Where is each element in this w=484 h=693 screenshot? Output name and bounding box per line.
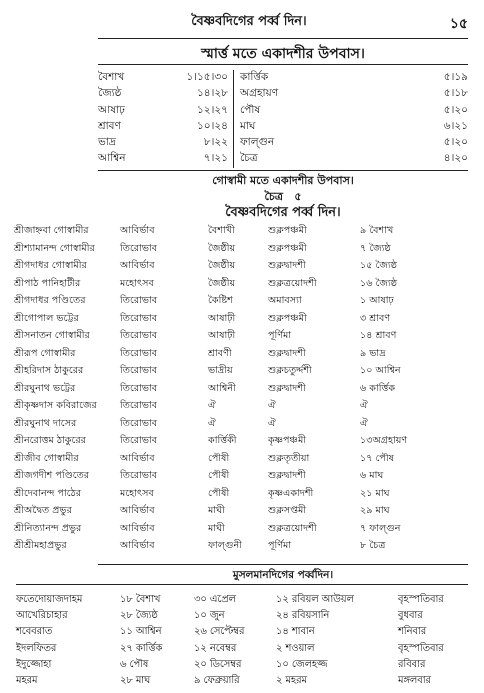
festival-date: ১৩অগ্রহায়ণ	[360, 435, 408, 446]
bengali-date: ২৮ মাঘ	[120, 674, 151, 686]
festival-name: শ্রীজাহ্নবা গোস্বামীর	[14, 225, 89, 236]
festival-tithi: কৃষ্ণপঞ্চমী	[268, 435, 307, 446]
month-left: শ্রাবণ	[98, 119, 121, 132]
festival-date: ১ আষাঢ়	[360, 295, 394, 306]
month-right: ফাল্গুন	[240, 136, 275, 149]
english-date: ৩০ এপ্রেল	[194, 594, 236, 605]
vaishnava-heading: বৈষ্ণবদিগের পর্ব্ব দিন।	[225, 205, 341, 220]
days-right: ৫।২০	[443, 103, 468, 116]
festival-month: আষাঢ়ী	[208, 312, 236, 324]
festival-month: পৌষী	[208, 470, 230, 481]
festival-event: তিরোভাব	[120, 417, 158, 429]
muslim-table	[16, 592, 484, 689]
festival-row	[14, 487, 468, 505]
festival-name: শ্রীপাঠ পানিহাটীর	[14, 277, 81, 289]
festival-tithi: শুক্লসপ্তমী	[268, 505, 307, 516]
days-right: ৫।২০	[443, 136, 468, 149]
festival-name: শ্রীগোপাল ভট্টের	[14, 312, 79, 324]
festival-name: ইদুজ্জোহা	[16, 658, 52, 670]
festival-date: ১৬ জ্যৈষ্ঠ	[360, 277, 398, 289]
festival-row	[14, 277, 468, 295]
festival-date: ৯ বৈশাখ	[360, 225, 394, 236]
muslim-festival-row	[16, 592, 484, 608]
festival-date: ঐ	[360, 417, 368, 429]
days-left: ১৪।২৮	[196, 87, 228, 100]
festival-name: শ্রীশ্রীমহাপ্রভুর	[14, 540, 67, 551]
festival-tithi: শুক্লত্রয়োদশী	[268, 277, 317, 289]
festival-name: শ্রীরূপ গোস্বামীর	[14, 347, 76, 359]
festival-date: ২১ মাঘ	[360, 487, 390, 499]
hijri-date: ২ শওয়াল	[276, 642, 315, 654]
festival-event: মহোৎসব	[120, 487, 154, 499]
festival-tithi: শুক্লদ্বাদশী	[268, 470, 306, 481]
festival-date: ১৫ জ্যৈষ্ঠ	[360, 260, 397, 271]
festival-name: শ্রীনিত্যানন্দ প্রভুর	[14, 522, 82, 534]
festival-month: ফাল্গুনী	[208, 540, 242, 551]
days-right: ৪।২০	[443, 152, 468, 165]
ekadashi-row	[98, 119, 468, 135]
festival-name: ইদলফিতর	[16, 642, 57, 654]
festival-name: শ্রীগদাধর পণ্ডিতের	[14, 295, 86, 306]
festival-date: ১৪ শ্রাবণ	[360, 330, 397, 341]
festival-date: ২৯ মাঘ	[360, 505, 390, 516]
festival-tithi: শুক্লদ্বাদশী	[268, 260, 306, 271]
festival-event: তিরোভাব	[120, 330, 158, 341]
hijri-date: ২ মহরম	[276, 674, 307, 686]
page-number: ১৫	[449, 16, 468, 32]
festival-tithi: পূর্ণিমা	[268, 330, 292, 341]
festival-month: ঐ	[208, 417, 216, 429]
festival-month: মাঘী	[208, 505, 225, 516]
bengali-date: ১৮ বৈশাখ	[120, 594, 161, 605]
festival-row	[14, 329, 468, 347]
festival-row	[14, 434, 468, 452]
festival-name: মহরম	[16, 674, 38, 686]
festival-date: ৬ মাঘ	[360, 470, 384, 481]
festival-row	[14, 452, 468, 470]
festival-month: কার্ত্তিকী	[208, 435, 237, 446]
festival-date: ১৭ পৌষ	[360, 452, 394, 464]
festival-month: ঐ	[208, 400, 216, 411]
month-left: আষাঢ়	[98, 103, 125, 116]
festival-event: আবির্ভাব	[120, 225, 155, 236]
festival-tithi: কৃষ্ণএকাদশী	[268, 487, 314, 499]
festival-tithi: ঐ	[268, 400, 276, 411]
days-left: ১।১৫।৩০	[186, 71, 228, 83]
festival-row	[14, 522, 468, 540]
muslim-festival-row	[16, 608, 484, 624]
festival-row	[14, 469, 468, 487]
month-right: কার্ত্তিক	[240, 71, 269, 83]
festival-tithi: পূর্ণিমা	[268, 540, 292, 551]
month-right: পৌষ	[240, 103, 261, 116]
festival-month: কৈষ্টিশ	[208, 295, 233, 306]
festival-month: জৈষ্ঠীয়	[208, 260, 236, 271]
english-date: ৯ ফেব্রুয়ারি	[194, 674, 240, 686]
festival-date: ঐ	[360, 400, 368, 411]
festival-name: আখেরিচাহার	[16, 610, 68, 622]
festival-date: ১০ আশ্বিন	[360, 365, 401, 376]
festival-name: শ্রীনরোত্তম ঠাকুরের	[14, 435, 86, 446]
festival-month: পৌষী	[208, 487, 230, 499]
bengali-date: ৬ পৌষ	[120, 658, 149, 670]
festival-date: ৭ ফাল্গুন	[360, 522, 401, 534]
festival-event: তিরোভাব	[120, 435, 158, 446]
goswami-ekadashi-line: চৈত্র ৫	[264, 190, 302, 203]
festival-event: আবির্ভাব	[120, 540, 155, 551]
muslim-heading-rule	[16, 584, 468, 585]
days-right: ৬।২১	[443, 119, 468, 132]
weekday: শনিবার	[398, 626, 427, 638]
vaishnava-table	[14, 224, 468, 557]
festival-row	[14, 224, 468, 242]
festival-name: শ্রীগদাধর গোস্বামীর	[14, 260, 87, 271]
hijri-date: ১০ জেলহজ্জ	[276, 658, 328, 670]
festival-name: শ্রীঅদ্বৈত প্রভুর	[14, 505, 72, 516]
bengali-date: ১১ আশ্বিন	[120, 626, 162, 638]
muslim-festival-row	[16, 657, 484, 673]
weekday: মঙ্গলবার	[398, 674, 431, 686]
hijri-date: ১৪ শাবান	[276, 626, 315, 638]
festival-tithi: অমাবস্যা	[268, 295, 302, 306]
festival-event: আবির্ভাব	[120, 260, 155, 271]
weekday: বৃহস্পতিবার	[398, 642, 444, 654]
festival-event: মহোৎসব	[120, 277, 154, 289]
festival-name: শ্রীশ্যামানন্দ গোস্বামীর	[14, 242, 95, 254]
smarta-top-rule	[98, 64, 468, 65]
ekadashi-row	[98, 151, 468, 167]
header-rule	[98, 38, 468, 39]
festival-tithi: শুক্লপঞ্চমী	[268, 242, 307, 254]
festival-row	[14, 539, 468, 557]
english-date: ২৬ সেপ্টেম্বর	[194, 626, 245, 638]
festival-row	[14, 417, 468, 435]
festival-month: আশ্বিনী	[208, 382, 236, 394]
festival-row	[14, 312, 468, 330]
month-left: ভাদ্র	[98, 136, 116, 149]
month-left: বৈশাখ	[98, 71, 125, 83]
days-left: ৮।২২	[203, 136, 228, 149]
festival-event: তিরোভাব	[120, 347, 158, 359]
days-left: ৭।২১	[203, 152, 228, 165]
festival-date: ৩ শ্রাবণ	[360, 312, 391, 324]
days-right: ৫।১৯	[443, 71, 468, 83]
festival-tithi: শুক্লদ্বাদশী	[268, 347, 306, 359]
festival-row	[14, 347, 468, 365]
festival-date: ৮ চৈত্র	[360, 540, 386, 551]
festival-name: শ্রীদেবানন্দ পাঠের	[14, 487, 82, 499]
festival-tithi: শুক্লচতুর্দ্দশী	[268, 365, 312, 376]
festival-event: আবির্ভাব	[120, 452, 155, 464]
smarta-ekadashi-table	[98, 70, 468, 168]
festival-tithi: শুক্লপঞ্চমী	[268, 225, 307, 236]
hijri-date: ১২ রবিয়ল আউয়ল	[276, 594, 354, 605]
festival-name: শবেবরাত	[16, 626, 53, 638]
bengali-date: ২৮ জ্যৈষ্ঠ	[120, 610, 158, 622]
header-title: বৈষ্ণবদিগের পর্ব্ব দিন।	[191, 14, 307, 29]
ekadashi-row	[98, 135, 468, 151]
festival-event: তিরোভাব	[120, 295, 158, 306]
festival-tithi: শুক্লত্রয়োদশী	[268, 522, 317, 534]
festival-event: আবির্ভাব	[120, 505, 155, 516]
festival-name: শ্রীরঘুনাথ দাসের	[14, 417, 77, 429]
festival-month: বৈশাখী	[208, 225, 235, 236]
festival-name: শ্রীহরিদাস ঠাকুরের	[14, 365, 84, 376]
festival-name: শ্রীজগদীশ পণ্ডিতের	[14, 470, 90, 481]
festival-month: জৈষ্ঠীয়	[208, 242, 236, 254]
festival-tithi: শুক্লপঞ্চমী	[268, 312, 307, 324]
festival-row	[14, 504, 468, 522]
festival-event: তিরোভাব	[120, 470, 158, 481]
muslim-heading: মুসলমানদিগের পর্ব্বদিন।	[232, 569, 334, 581]
festival-event: তিরোভাব	[120, 382, 158, 394]
festival-month: মাঘী	[208, 522, 225, 534]
smarta-ekadashi-heading: স্মার্ত্ত মতে একাদশীর উপবাস।	[201, 46, 365, 62]
days-left: ১২।২৭	[196, 103, 228, 116]
festival-name: শ্রীরঘুনাথ ভট্টের	[14, 382, 76, 394]
festival-event: আবির্ভাব	[120, 522, 155, 534]
festival-name: শ্রীসনাতন গোস্বামীর	[14, 330, 90, 341]
festival-row	[14, 259, 468, 277]
festival-month: আষাঢ়ী	[208, 330, 236, 341]
festival-event: তিরোভাব	[120, 400, 158, 411]
festival-month: ভাদ্রীয়	[208, 365, 233, 376]
muslim-festival-row	[16, 624, 484, 640]
month-right: অগ্রহায়ণ	[240, 87, 279, 100]
month-right: চৈত্র	[240, 152, 258, 165]
festival-name: ফতেদোয়াজদাহম	[16, 594, 83, 605]
festival-name: শ্রীকৃষ্ণদাস কবিরাজের	[14, 400, 97, 411]
month-left: আশ্বিন	[98, 152, 126, 165]
english-date: ১০ জুন	[194, 610, 225, 622]
festival-date: ৭ জ্যৈষ্ঠ	[360, 242, 391, 254]
festival-tithi: শুক্লদ্বাদশী	[268, 382, 306, 394]
festival-tithi: শুক্লতৃতীয়া	[268, 452, 310, 464]
muslim-top-rule	[98, 564, 468, 565]
smarta-bottom-rule	[98, 170, 468, 171]
festival-month: জৈষ্ঠীয়	[208, 277, 236, 289]
festival-row	[14, 242, 468, 260]
days-left: ১০।২৪	[196, 119, 228, 132]
weekday: বৃহস্পতিবার	[398, 594, 444, 605]
weekday: বুধবার	[398, 610, 423, 622]
festival-tithi: ঐ	[268, 417, 276, 429]
festival-event: তিরোভাব	[120, 365, 158, 376]
month-right: মাঘ	[240, 119, 256, 132]
days-right: ৫।১৮	[443, 87, 468, 100]
festival-row	[14, 382, 468, 400]
ekadashi-row	[98, 86, 468, 102]
bengali-date: ২৭ কার্ত্তিক	[120, 642, 163, 654]
english-date: ২০ ডিসেম্বর	[194, 658, 242, 670]
muslim-festival-row	[16, 673, 484, 689]
festival-event: তিরোভাব	[120, 312, 158, 324]
hijri-date: ২৪ রবিয়সানি	[276, 610, 330, 622]
festival-row	[14, 364, 468, 382]
festival-row	[14, 294, 468, 312]
muslim-festival-row	[16, 641, 484, 657]
festival-month: পৌষী	[208, 452, 230, 464]
festival-event: তিরোভাব	[120, 242, 158, 254]
festival-month: শ্রাবণী	[208, 347, 232, 359]
festival-row	[14, 399, 468, 417]
ekadashi-row	[98, 70, 468, 86]
festival-date: ৯ ভাদ্র	[360, 347, 386, 359]
goswami-ekadashi-heading: গোস্বামী মতে একাদশীর উপবাস।	[212, 174, 354, 187]
ekadashi-row	[98, 103, 468, 119]
month-left: জ্যৈষ্ঠ	[98, 87, 122, 100]
festival-date: ৬ কার্ত্তিক	[360, 382, 396, 394]
weekday: রবিবার	[398, 658, 426, 670]
festival-name: শ্রীজীব গোস্বামীর	[14, 452, 79, 464]
running-header	[30, 12, 468, 34]
english-date: ১২ নবেম্বর	[194, 642, 237, 654]
